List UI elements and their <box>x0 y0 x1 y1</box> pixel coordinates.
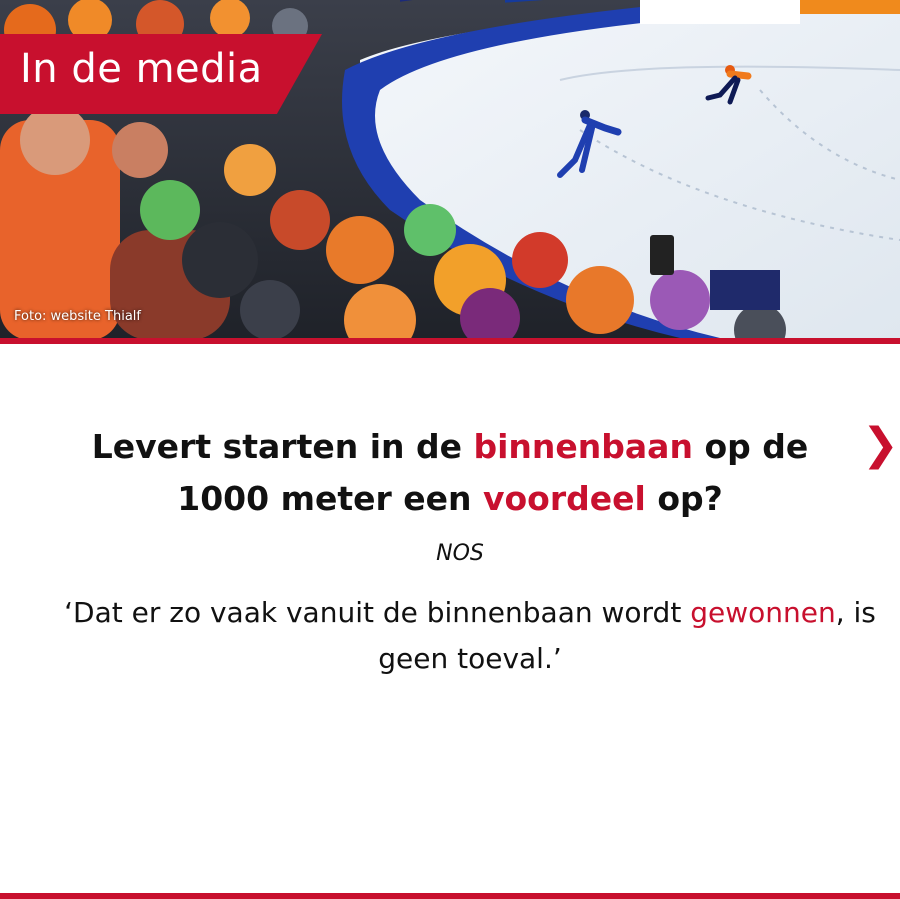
headline-accent-1: binnenbaan <box>473 427 693 466</box>
photo-credit: Foto: website Thialf <box>14 309 141 324</box>
headline-text-3: op? <box>645 479 723 518</box>
quote-text-2: , is geen toeval.’ <box>378 596 876 675</box>
chevron-right-icon: ❯ <box>862 419 899 470</box>
headline-text-2: op de 1000 meter een <box>177 427 809 518</box>
section-badge-label: In de media <box>20 46 263 92</box>
article-source: NOS <box>436 541 484 566</box>
headline-text-1: Levert starten in de <box>91 427 474 466</box>
quote-accent: gewonnen <box>690 596 836 629</box>
headline-accent-2: voordeel <box>483 479 646 518</box>
hero-divider <box>0 338 900 344</box>
article-headline <box>60 421 840 525</box>
article-quote <box>60 590 880 682</box>
quote-text-1: ‘Dat er zo vaak vanuit de binnenbaan wordt <box>64 596 691 629</box>
bottom-divider <box>0 893 900 899</box>
next-slide-button[interactable] <box>862 419 899 470</box>
